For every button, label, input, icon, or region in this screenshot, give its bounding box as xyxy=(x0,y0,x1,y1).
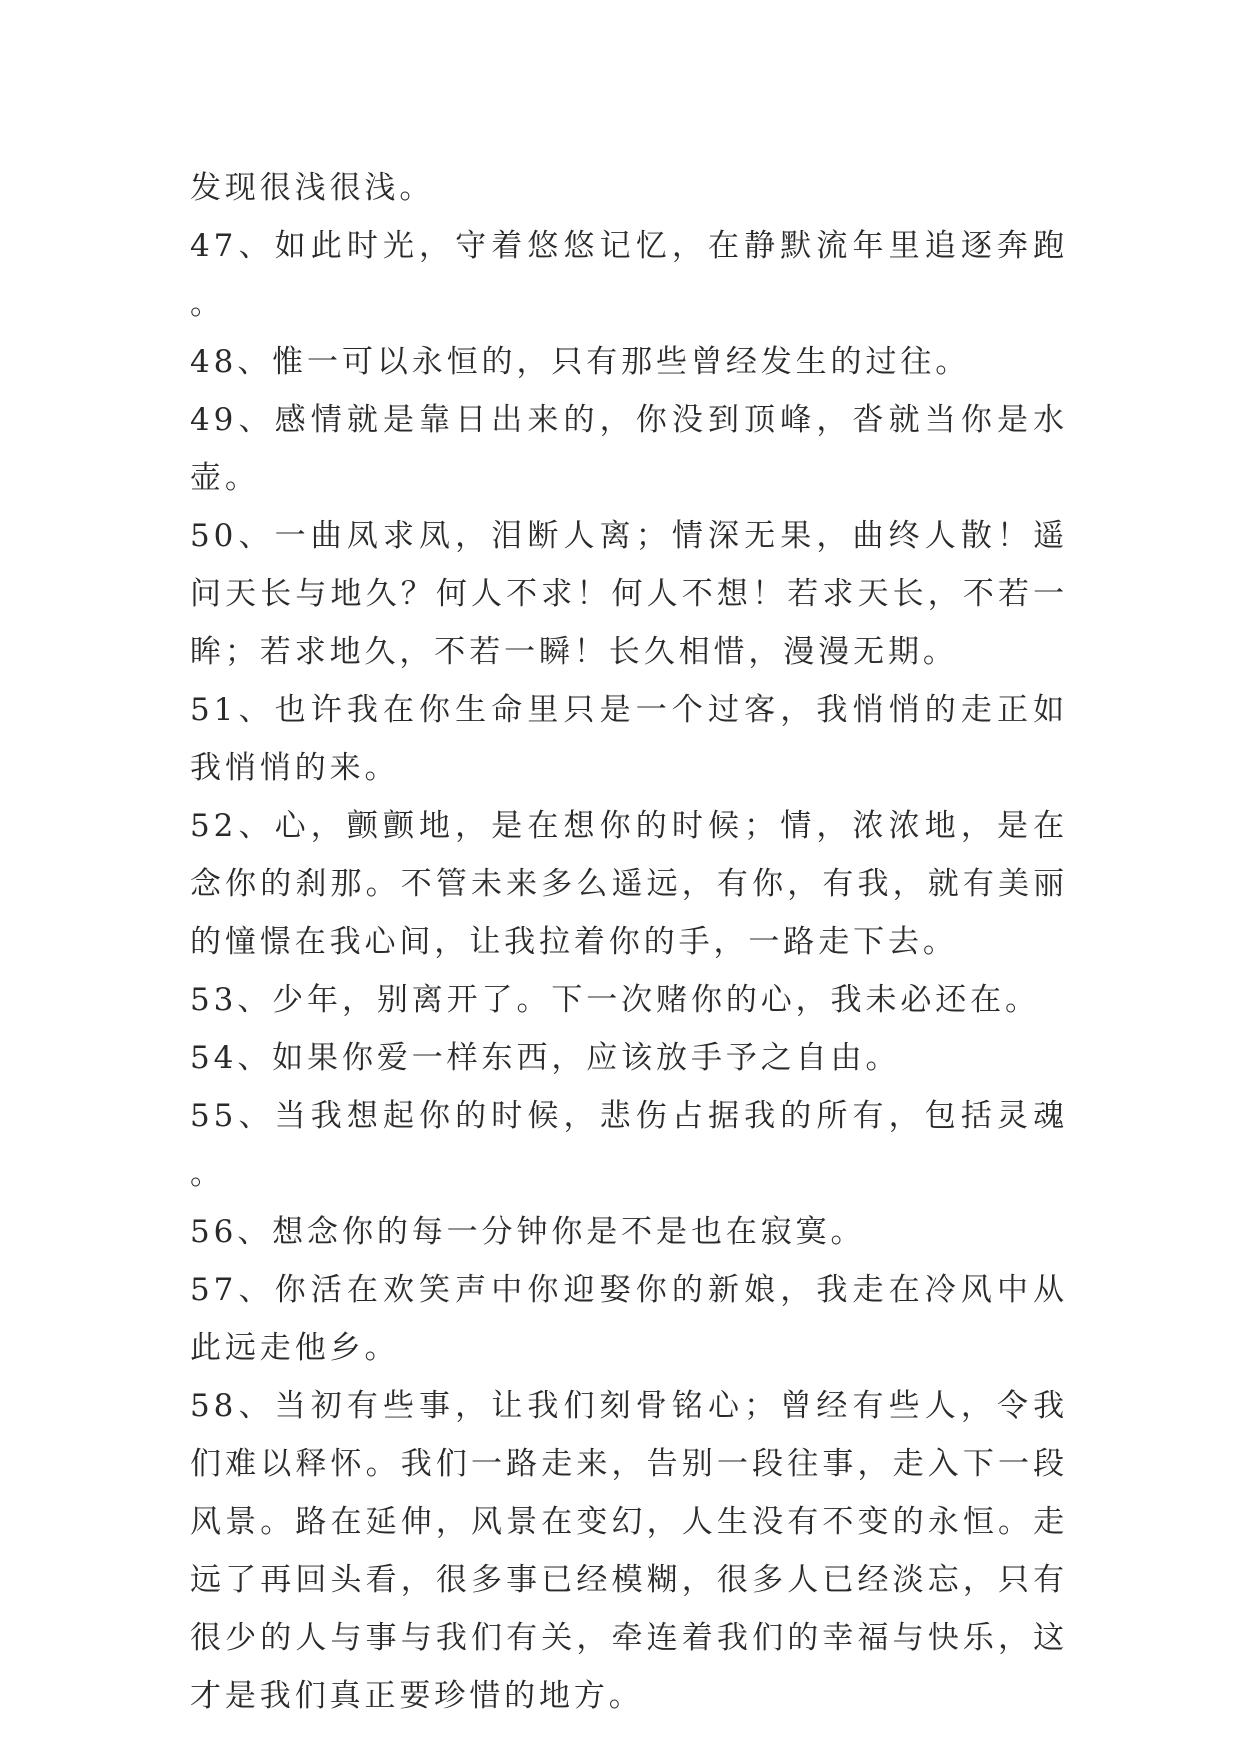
paragraph-51: 51、也许我在你生命里只是一个过客，我悄悄的走正如我悄悄的来。 xyxy=(190,692,1068,786)
paragraph-50: 50、一曲凤求凤，泪断人离；情深无果，曲终人散！遥问天长与地久？何人不求！何人不想！若求天长，不若一眸；若求地久，不若一瞬！长久相惜，漫漫无期。 xyxy=(190,518,1068,670)
paragraph-52: 52、心，颤颤地，是在想你的时候；情，浓浓地，是在念你的刹那。不管未来多么遥远，有你，有我，就有美丽的憧憬在我心间，让我拉着你的手，一路走下去。 xyxy=(190,808,1068,960)
paragraph-47: 47、如此时光，守着悠悠记忆，在静默流年里追逐奔跑。 xyxy=(190,228,1068,322)
paragraph-49: 49、感情就是靠日出来的，你没到顶峰，沓就当你是水壶。 xyxy=(190,402,1068,496)
paragraph-55: 55、当我想起你的时候，悲伤占据我的所有，包括灵魂。 xyxy=(190,1098,1068,1192)
paragraph-53: 53、少年，别离开了。下一次赌你的心，我未必还在。 xyxy=(190,982,1040,1018)
document-body xyxy=(190,159,1068,1725)
paragraph-54: 54、如果你爱一样东西，应该放手予之自由。 xyxy=(190,1040,901,1076)
paragraph-continued: 发现很浅很浅。 xyxy=(190,170,435,206)
paragraph-56: 56、想念你的每一分钟你是不是也在寂寞。 xyxy=(190,1214,866,1250)
paragraph-48: 48、惟一可以永恒的，只有那些曾经发生的过往。 xyxy=(190,344,971,380)
paragraph-58: 58、当初有些事，让我们刻骨铭心；曾经有些人，令我们难以释怀。我们一路走来，告别一段往事，走入下一段风景。路在延伸，风景在变幻，人生没有不变的永恒。走远了再回头看，很多事已经模糊，很多人已经淡忘，只有很少的人与事与我们有关，牵连着我们的幸福与快乐，这才是我们真正要珍惜的地方。 xyxy=(190,1388,1068,1714)
paragraph-57: 57、你活在欢笑声中你迎娶你的新娘，我走在冷风中从此远走他乡。 xyxy=(190,1272,1068,1366)
